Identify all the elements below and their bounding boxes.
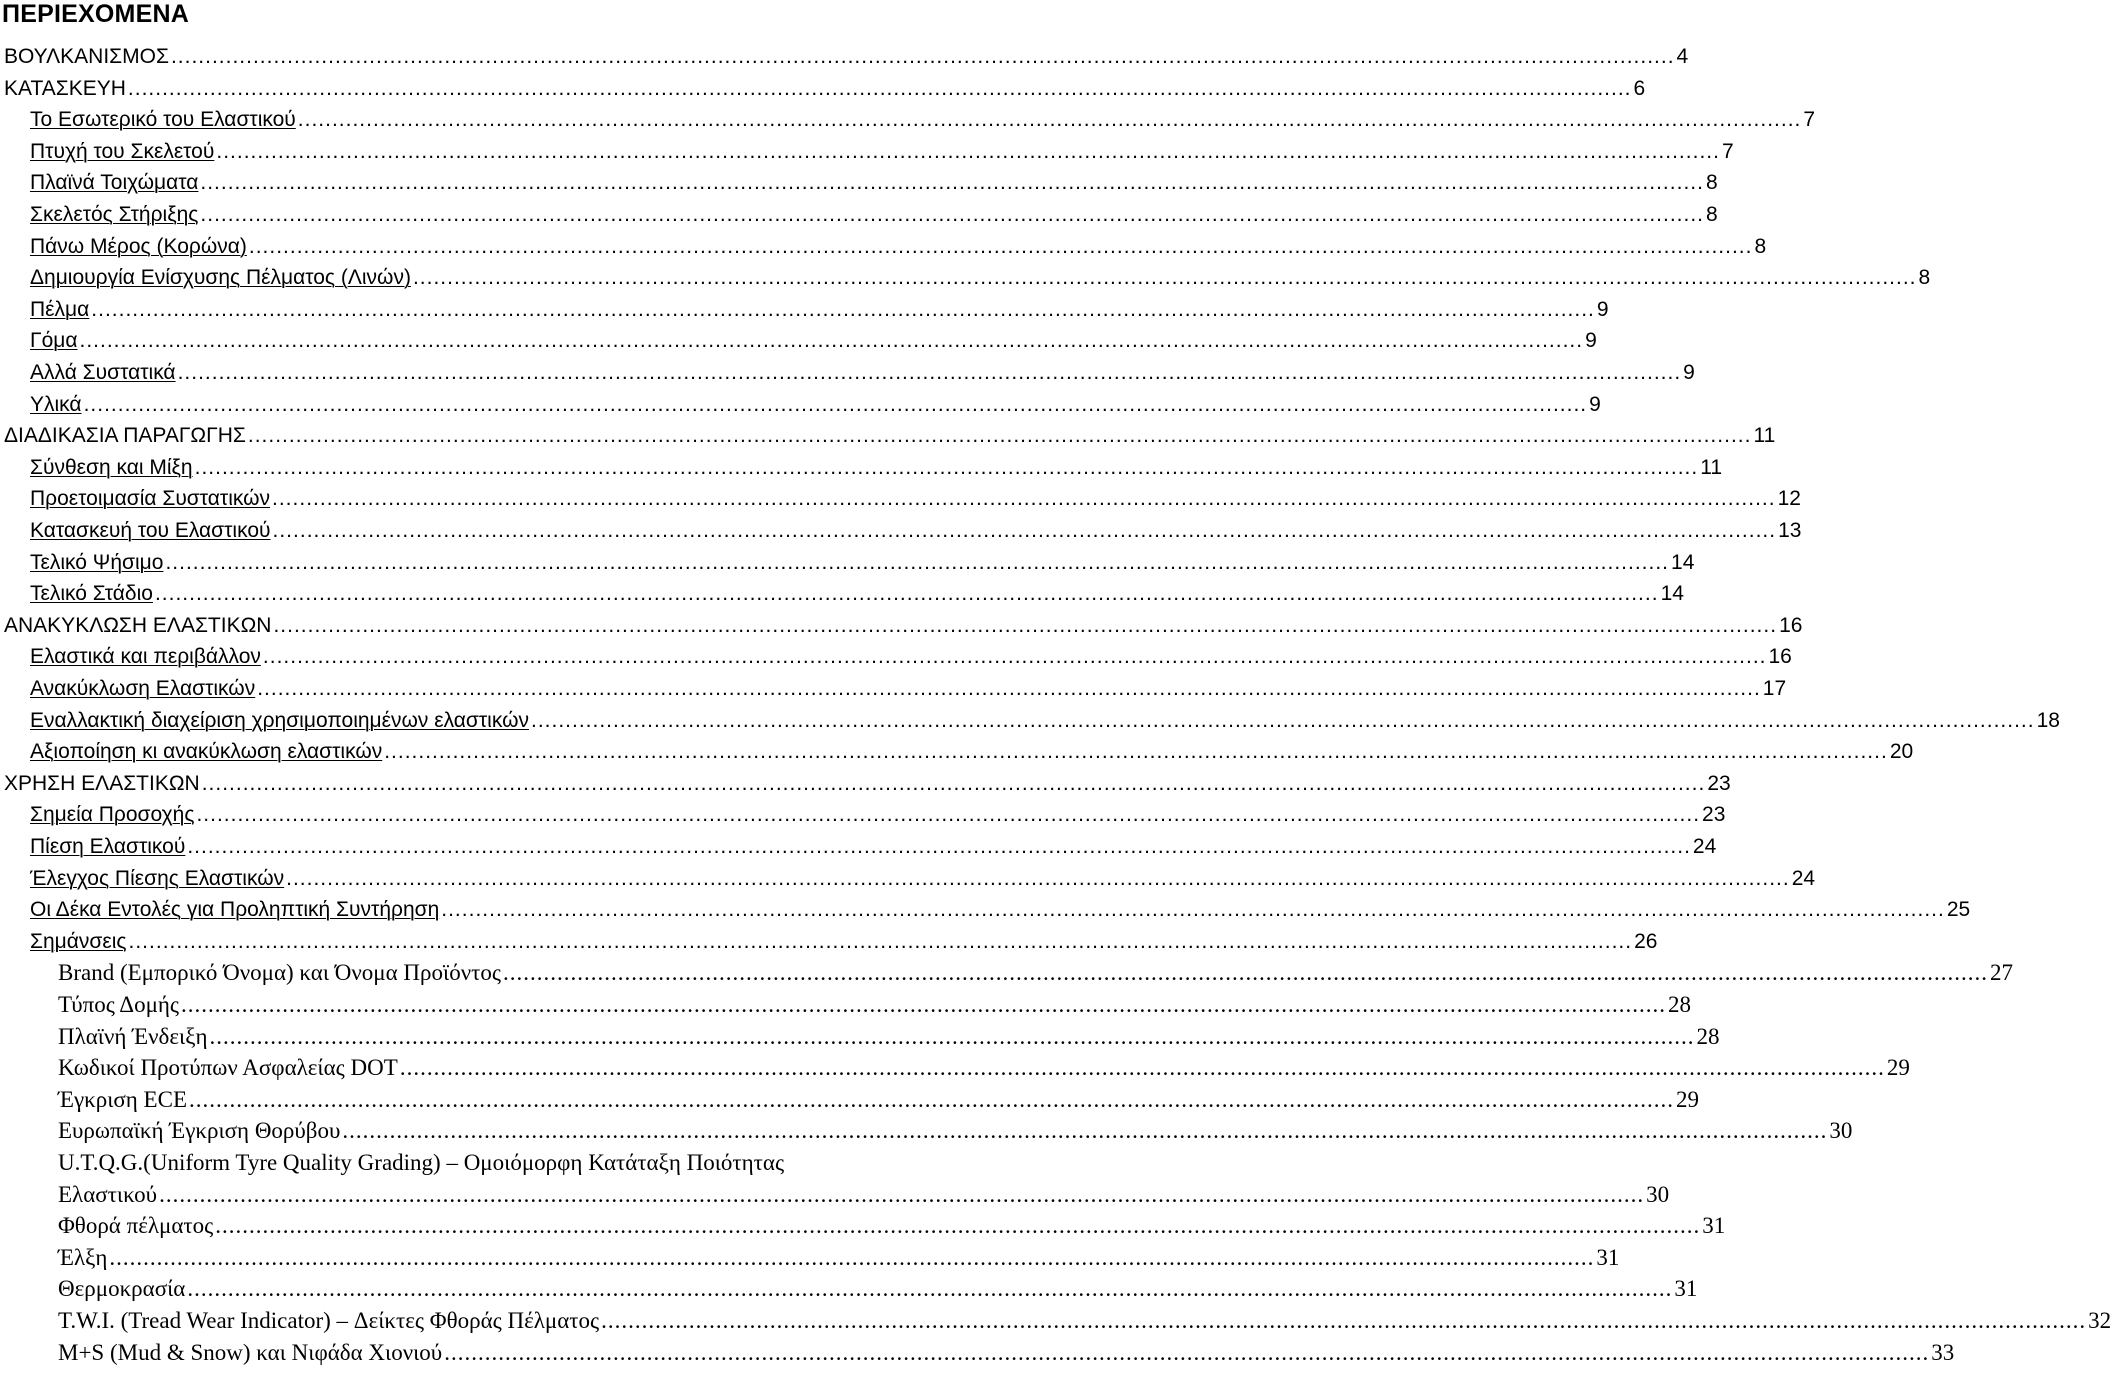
toc-page-number: 28 xyxy=(1696,1023,1720,1049)
toc-dot-leader: ............................................................................................................................................................................................................................ xyxy=(273,613,1778,637)
toc-entry xyxy=(58,1148,958,1178)
toc-entry[interactable] xyxy=(30,453,1723,483)
toc-entry[interactable] xyxy=(30,800,1726,830)
toc-dot-leader: ............................................................................................................................................................................................................................ xyxy=(297,108,1802,132)
toc-entry-title: Δημιουργία Ενίσχυσης Πέλματος (Λινών) xyxy=(30,266,411,290)
toc-entry xyxy=(58,1085,1699,1115)
toc-page-number: 9 xyxy=(1596,297,1609,321)
toc-page-number: 13 xyxy=(1778,519,1802,542)
toc-entry-title: Τελικό Ψήσιμο xyxy=(30,550,164,574)
toc-entry[interactable] xyxy=(30,548,1695,578)
toc-entry-title: M+S (Mud & Snow) και Νιφάδα Χιονιού xyxy=(58,1339,443,1365)
toc-entry[interactable] xyxy=(30,358,1695,388)
toc-entry[interactable] xyxy=(30,263,1931,293)
toc-page-number: 14 xyxy=(1660,582,1684,606)
toc-page-number: 29 xyxy=(1676,1086,1699,1112)
toc-page-number: 18 xyxy=(2036,708,2060,732)
toc-entry xyxy=(58,958,2013,988)
toc-entry-title: Υλικά xyxy=(30,392,82,416)
toc-dot-leader: ............................................................................................................................................................................................................................ xyxy=(189,1086,1674,1112)
toc-page-number: 24 xyxy=(1791,866,1816,890)
toc-entry-title: Αξιοποίηση κι ανακύκλωση ελαστικών xyxy=(30,740,383,764)
toc-dot-leader: ............................................................................................................................................................................................................................ xyxy=(601,1308,2087,1333)
toc-entry-title: ΒΟΥΛΚΑΝΙΣΜΟΣ xyxy=(4,45,169,68)
toc-dot-leader: ............................................................................................................................................................................................................................ xyxy=(196,803,1701,827)
toc-dot-leader: ............................................................................................................................................................................................................................ xyxy=(257,677,1761,700)
toc-dot-leader: ............................................................................................................................................................................................................................ xyxy=(247,424,1752,448)
toc-entry-title: Έλξη xyxy=(58,1244,108,1270)
toc-page-number: 4 xyxy=(1676,45,1689,68)
toc-dot-leader: ............................................................................................................................................................................................................................ xyxy=(91,297,1595,321)
toc-entry xyxy=(58,990,1692,1020)
toc-entry xyxy=(4,769,1731,799)
toc-entry-title: ΔΙΑΔΙΚΑΣΙΑ ΠΑΡΑΓΩΓΗΣ xyxy=(4,424,246,448)
toc-dot-leader: ............................................................................................................................................................................................................................ xyxy=(177,361,1682,384)
toc-entry-title: Σημάνσεις xyxy=(30,929,127,953)
toc-entry xyxy=(58,1022,1720,1052)
toc-entry-title: Ευρωπαϊκή Έγκριση Θορύβου xyxy=(58,1118,341,1144)
toc-entry-title: Οι Δέκα Εντολές για Προληπτική Συντήρηση xyxy=(30,898,440,922)
toc-dot-leader: ............................................................................................................................................................................................................................ xyxy=(502,960,1988,986)
toc-entry[interactable] xyxy=(30,706,2060,736)
toc-entry[interactable] xyxy=(30,642,1792,672)
toc-dot-leader: ............................................................................................................................................................................................................................ xyxy=(109,1244,1595,1270)
toc-dot-leader: ............................................................................................................................................................................................................................ xyxy=(399,1055,1885,1081)
toc-entry xyxy=(4,421,1776,451)
toc-entry-title: Το Εσωτερικό του Ελαστικού xyxy=(30,108,296,132)
toc-entry[interactable] xyxy=(30,295,1609,325)
toc-dot-leader: ............................................................................................................................................................................................................................ xyxy=(286,866,1790,890)
toc-entry xyxy=(58,1211,1726,1241)
toc-dot-leader: ............................................................................................................................................................................................................................ xyxy=(128,929,1633,953)
toc-page-number: 29 xyxy=(1886,1055,1910,1081)
toc-page-number: 8 xyxy=(1706,203,1718,226)
toc-entry[interactable] xyxy=(30,484,1801,514)
toc-dot-leader: ............................................................................................................................................................................................................................ xyxy=(83,392,1588,416)
toc-dot-leader: ............................................................................................................................................................................................................................ xyxy=(127,76,1632,100)
toc-entry-title: ΚΑΤΑΣΚΕΥΗ xyxy=(4,76,126,100)
toc-dot-leader: ............................................................................................................................................................................................................................ xyxy=(200,203,1704,226)
toc-entry-title: Έγκριση ECE xyxy=(58,1086,187,1112)
toc-page-number: 14 xyxy=(1671,550,1695,574)
toc-page-number: 31 xyxy=(1702,1213,1726,1239)
toc-entry[interactable] xyxy=(30,579,1684,609)
toc-page-number: 9 xyxy=(1683,361,1695,384)
toc-entry[interactable] xyxy=(30,105,1816,135)
toc-entry[interactable] xyxy=(30,232,1767,262)
toc-entry xyxy=(4,74,1646,104)
toc-dot-leader: ............................................................................................................................................................................................................................ xyxy=(187,1276,1673,1302)
toc-dot-leader: ............................................................................................................................................................................................................................ xyxy=(272,487,1776,511)
toc-entry-title: Σκελετός Στήριξης xyxy=(30,203,199,226)
toc-dot-leader: ............................................................................................................................................................................................................................ xyxy=(412,266,1917,290)
toc-entry xyxy=(58,1053,1910,1083)
toc-page-number: 9 xyxy=(1585,329,1597,353)
toc-entry-title: Πλαϊνή Ένδειξη xyxy=(58,1023,208,1049)
toc-entry-title: T.W.I. (Tread Wear Indicator) – Δείκτες Φθοράς Πέλματος xyxy=(58,1308,600,1333)
toc-dot-leader: ............................................................................................................................................................................................................................ xyxy=(444,1339,1930,1365)
toc-entry-title: Γόμα xyxy=(30,329,78,353)
toc-entry-title: Τελικό Στάδιο xyxy=(30,582,153,606)
toc-entry-title: Τύπος Δομής xyxy=(58,992,180,1017)
toc-entry-title: Πίεση Ελαστικού xyxy=(30,835,186,858)
toc-entry-title: Προετοιμασία Συστατικών xyxy=(30,487,271,511)
toc-page-number: 27 xyxy=(1989,960,2013,986)
toc-entry-title: Κατασκευή του Ελαστικού xyxy=(30,519,271,542)
toc-entry[interactable] xyxy=(30,516,1802,546)
toc-entry-title: Brand (Εμπορικό Όνομα) και Όνομα Προϊόντος xyxy=(58,960,501,986)
toc-entry-title: Σύνθεση και Μίξη xyxy=(30,455,193,479)
toc-entry-title: Πτυχή του Σκελετού xyxy=(30,139,215,163)
toc-entry[interactable] xyxy=(30,390,1601,420)
toc-dot-leader: ............................................................................................................................................................................................................................ xyxy=(441,898,1945,922)
toc-page-number: 11 xyxy=(1753,424,1776,448)
toc-entry xyxy=(58,1338,1955,1368)
toc-entry xyxy=(4,42,1689,72)
toc-entry[interactable] xyxy=(30,927,1658,957)
toc-page-number: 23 xyxy=(1707,771,1731,795)
toc-page-number: 26 xyxy=(1634,929,1658,953)
toc-entry xyxy=(4,611,1803,641)
toc-entry-title: Πλαϊνά Τοιχώματα xyxy=(30,171,199,195)
toc-page-number: 30 xyxy=(1829,1118,1853,1144)
toc-entry xyxy=(58,1306,2111,1336)
toc-dot-leader: ............................................................................................................................................................................................................................ xyxy=(181,992,1667,1017)
toc-entry-title: Πέλμα xyxy=(30,297,90,321)
toc-dot-leader: ............................................................................................................................................................................................................................ xyxy=(194,455,1699,479)
toc-entry xyxy=(58,1243,1620,1273)
toc-page-number: 24 xyxy=(1692,835,1717,858)
toc-entry[interactable] xyxy=(30,200,1718,230)
toc-page-number: 8 xyxy=(1754,234,1767,258)
toc-entry-title: U.T.Q.G.(Uniform Tyre Quality Grading) – Ομοιόμορφη Κατάταξη Ποιότητας xyxy=(58,1150,785,1175)
toc-dot-leader: ............................................................................................................................................................................................................................ xyxy=(531,708,2035,732)
toc-page-number: 8 xyxy=(1705,171,1718,195)
toc-dot-leader: ............................................................................................................................................................................................................................ xyxy=(216,139,1720,163)
toc-entry-title: Σημεία Προσοχής xyxy=(30,803,195,827)
toc-dot-leader: ............................................................................................................................................................................................................................ xyxy=(342,1118,1828,1144)
toc-entry-title: Ανακύκλωση Ελαστικών xyxy=(30,677,256,700)
toc-page-number: 28 xyxy=(1668,992,1692,1017)
toc-entry xyxy=(58,1274,1698,1304)
toc-page-number: 7 xyxy=(1721,139,1734,163)
toc-dot-leader: ............................................................................................................................................................................................................................ xyxy=(165,550,1670,574)
toc-dot-leader: ............................................................................................................................................................................................................................ xyxy=(154,582,1659,606)
toc-page-number: 25 xyxy=(1946,898,1971,922)
toc-dot-leader: ............................................................................................................................................................................................................................ xyxy=(248,234,1753,258)
toc-dot-leader: ............................................................................................................................................................................................................................ xyxy=(201,771,1706,795)
toc-page-number: 32 xyxy=(2088,1308,2111,1333)
toc-entry-title: Φθορά πέλματος xyxy=(58,1213,214,1239)
toc-dot-leader: ............................................................................................................................................................................................................................ xyxy=(170,45,1675,68)
toc-page-number: 20 xyxy=(1889,740,1914,764)
toc-entry[interactable] xyxy=(30,864,1816,894)
toc-dot-leader: ............................................................................................................................................................................................................................ xyxy=(272,519,1777,542)
toc-page-number: 33 xyxy=(1931,1339,1955,1365)
toc-entry-title: Κωδικοί Προτύπων Ασφαλείας DOT xyxy=(58,1055,398,1081)
toc-entry-title: Ελαστικού xyxy=(58,1181,158,1207)
toc-page-number: 7 xyxy=(1803,108,1816,132)
toc-page-number: 12 xyxy=(1777,487,1801,511)
toc-entry xyxy=(58,1180,1670,1210)
toc-page-number: 23 xyxy=(1702,803,1726,827)
toc-page-number: 11 xyxy=(1700,455,1723,479)
toc-page-number: 6 xyxy=(1633,76,1646,100)
toc-entry[interactable] xyxy=(30,326,1597,356)
toc-entry xyxy=(58,1116,1853,1146)
toc-dot-leader: ............................................................................................................................................................................................................................ xyxy=(200,171,1704,195)
toc-entry[interactable] xyxy=(30,168,1718,198)
toc-page-number: 31 xyxy=(1674,1276,1698,1302)
toc-page-number: 17 xyxy=(1762,677,1787,700)
toc-entry-title: Αλλά Συστατικά xyxy=(30,361,176,384)
toc-dot-leader: ............................................................................................................................................................................................................................ xyxy=(79,329,1584,353)
toc-page-number: 8 xyxy=(1918,266,1931,290)
toc-dot-leader: ............................................................................................................................................................................................................................ xyxy=(384,740,1888,764)
toc-entry[interactable] xyxy=(30,737,1914,767)
toc-dot-leader: ............................................................................................................................................................................................................................ xyxy=(159,1181,1645,1207)
toc-page-number: 9 xyxy=(1589,392,1601,416)
toc-entry[interactable] xyxy=(30,674,1787,704)
toc-entry-title: Ελαστικά και περιβάλλον xyxy=(30,645,261,669)
toc-entry-title: ΧΡΗΣΗ ΕΛΑΣΤΙΚΩΝ xyxy=(4,771,200,795)
toc-page-number: 31 xyxy=(1596,1244,1620,1270)
toc-entry[interactable] xyxy=(30,137,1734,167)
toc-page-number: 30 xyxy=(1646,1181,1670,1207)
toc-dot-leader: ............................................................................................................................................................................................................................ xyxy=(262,645,1767,669)
toc-entry-title: ΑΝΑΚΥΚΛΩΣΗ ΕΛΑΣΤΙΚΩΝ xyxy=(4,613,272,637)
toc-entry[interactable] xyxy=(30,895,1971,925)
toc-entry-title: Πάνω Μέρος (Κορώνα) xyxy=(30,234,247,258)
toc-dot-leader: ............................................................................................................................................................................................................................ xyxy=(209,1023,1695,1049)
toc-dot-leader: ............................................................................................................................................................................................................................ xyxy=(187,835,1691,858)
toc-entry-title: Θερμοκρασία xyxy=(58,1276,186,1302)
toc-heading: ΠΕΡΙΕΧΟΜΕΝΑ xyxy=(2,0,189,28)
toc-entry-title: Εναλλακτική διαχείριση χρησιμοποιημένων ελαστικών xyxy=(30,708,529,732)
toc-dot-leader: ............................................................................................................................................................................................................................ xyxy=(215,1213,1701,1239)
toc-page-number: 16 xyxy=(1779,613,1803,637)
toc-page-number: 16 xyxy=(1768,645,1792,669)
toc-entry[interactable] xyxy=(30,832,1717,862)
toc-entry-title: Έλεγχος Πίεσης Ελαστικών xyxy=(30,866,285,890)
